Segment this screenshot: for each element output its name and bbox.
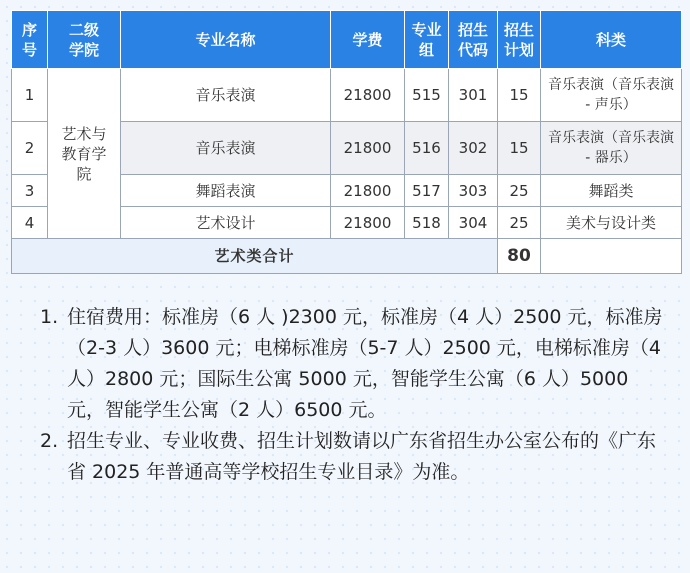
note-item <box>40 426 670 488</box>
total-empty-cell <box>541 239 682 274</box>
cell-fee: 21800 <box>331 69 405 122</box>
table-row <box>12 69 682 122</box>
cell-plan: 25 <box>498 207 541 239</box>
cell-group: 517 <box>405 175 449 207</box>
cell-no: 4 <box>12 207 48 239</box>
cell-group: 516 <box>405 122 449 175</box>
cell-major: 音乐表演 <box>121 122 331 175</box>
cell-plan: 25 <box>498 175 541 207</box>
cell-category: 音乐表演（音乐表演 - 器乐） <box>541 122 682 175</box>
cell-plan: 15 <box>498 69 541 122</box>
header-category: 科类 <box>541 11 682 69</box>
total-label: 艺术类合计 <box>12 239 498 274</box>
note-text: 招生专业、专业收费、招生计划数请以广东省招生办公室公布的《广东省 2025 年普通高等学校招生专业目录》为准。 <box>67 430 657 483</box>
cell-code: 303 <box>449 175 498 207</box>
cell-category: 美术与设计类 <box>541 207 682 239</box>
total-value: 80 <box>498 239 541 274</box>
cell-code: 304 <box>449 207 498 239</box>
table-header-row <box>12 11 682 69</box>
total-row <box>12 239 682 274</box>
cell-major: 舞蹈表演 <box>121 175 331 207</box>
cell-no: 3 <box>12 175 48 207</box>
cell-major: 艺术设计 <box>121 207 331 239</box>
cell-college: 艺术与教育学院 <box>48 69 121 239</box>
cell-no: 1 <box>12 69 48 122</box>
cell-no: 2 <box>12 122 48 175</box>
cell-category: 音乐表演（音乐表演 - 声乐） <box>541 69 682 122</box>
cell-major: 音乐表演 <box>121 69 331 122</box>
note-number: 2. <box>40 430 59 452</box>
note-number: 1. <box>40 306 59 328</box>
cell-group: 518 <box>405 207 449 239</box>
header-college: 二级学院 <box>48 11 121 69</box>
cell-code: 302 <box>449 122 498 175</box>
enrollment-table-container <box>11 10 681 274</box>
enrollment-table <box>11 10 682 274</box>
cell-category: 舞蹈类 <box>541 175 682 207</box>
header-plan: 招生计划 <box>498 11 541 69</box>
cell-group: 515 <box>405 69 449 122</box>
header-major: 专业名称 <box>121 11 331 69</box>
note-item <box>40 302 670 426</box>
cell-fee: 21800 <box>331 122 405 175</box>
cell-code: 301 <box>449 69 498 122</box>
cell-fee: 21800 <box>331 207 405 239</box>
notes-section <box>40 302 670 488</box>
header-code: 招生代码 <box>449 11 498 69</box>
cell-fee: 21800 <box>331 175 405 207</box>
header-fee: 学费 <box>331 11 405 69</box>
header-group: 专业组 <box>405 11 449 69</box>
cell-plan: 15 <box>498 122 541 175</box>
note-text: 住宿费用：标准房（6 人 )2300 元，标准房（4 人）2500 元，标准房（2-3 人）3600 元；电梯标准房（5-7 人）2500 元，电梯标准房（4 人）2800 元；国际生公寓 5000 元，智能学生公寓（6 人）5000 元，智能学生公寓（2 人）6500 元。 <box>67 306 663 421</box>
header-no: 序号 <box>12 11 48 69</box>
